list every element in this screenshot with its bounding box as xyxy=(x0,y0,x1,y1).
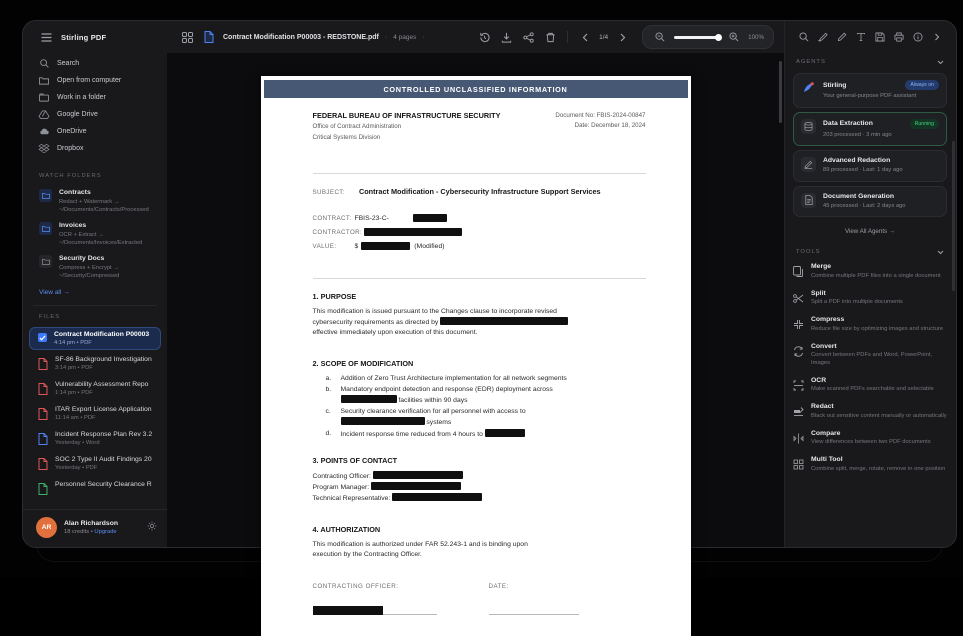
sidebar-item-label: Dropbox xyxy=(57,145,84,152)
chevron-down-icon xyxy=(935,247,945,257)
spreadsheet-file-icon xyxy=(38,482,48,494)
signature-right-label: DATE: xyxy=(488,583,509,590)
file-meta: 1:14 pm • PDF xyxy=(55,390,93,396)
file-row-itar[interactable] xyxy=(29,402,161,425)
sidebar xyxy=(23,53,167,547)
separator-dot: · xyxy=(422,33,425,41)
document-number: Document No: FBIS-2024-00847 xyxy=(555,112,646,119)
file-meta: Yesterday • Word xyxy=(55,440,100,446)
list-item-text: Mandatory endpoint detection and response (EDR) deployment across xyxy=(340,385,553,393)
folder-tile-icon xyxy=(39,255,52,268)
topbar xyxy=(23,21,784,53)
tool-name: Merge xyxy=(811,263,832,270)
dropbox-icon xyxy=(39,144,49,154)
file-row-vulnerability[interactable] xyxy=(29,377,161,400)
zoom-control xyxy=(642,25,774,49)
watch-folder-name: Invoices xyxy=(59,222,87,229)
hamburger-menu-icon[interactable] xyxy=(38,29,54,45)
tool-description: Black out sensitive content manually or automatically xyxy=(811,412,947,419)
page-navigator xyxy=(577,29,630,45)
zoom-slider[interactable] xyxy=(674,36,720,39)
authorization-line: This modification is authorized under FAR 52.243-1 and is binding upon xyxy=(312,541,528,548)
agency-division: Critical Systems Division xyxy=(312,134,381,141)
tool-name: Split xyxy=(811,289,826,297)
topbar-left xyxy=(23,29,167,45)
watch-folder-name: Security Docs xyxy=(59,255,105,262)
convert-icon xyxy=(793,344,804,355)
agent-card-stirling[interactable] xyxy=(793,73,947,108)
list-marker: a. xyxy=(325,375,332,382)
tool-name: Redact xyxy=(811,403,834,410)
share-icon[interactable] xyxy=(520,29,536,45)
tool-description: Reduce file size by optimizing images and structure xyxy=(811,325,944,332)
sidebar-item-google-drive[interactable] xyxy=(23,106,167,123)
user-name: Alan Richardson xyxy=(64,520,119,527)
google-drive-icon xyxy=(39,110,49,120)
next-page-icon[interactable] xyxy=(614,29,630,45)
tools-section-header[interactable] xyxy=(796,247,945,257)
tool-multi-tool[interactable] xyxy=(793,456,947,473)
gear-icon[interactable] xyxy=(147,521,157,534)
right-panel xyxy=(784,21,956,547)
prev-page-icon[interactable] xyxy=(577,29,593,45)
subject-label: SUBJECT: xyxy=(312,189,345,196)
redaction-bar xyxy=(371,482,461,490)
view-all-link[interactable]: View all → xyxy=(39,289,70,296)
contacts-block xyxy=(313,471,646,504)
topbar-main xyxy=(167,25,784,49)
sidebar-item-label: Search xyxy=(57,60,80,67)
agent-description: 89 processed · Last: 1 day ago xyxy=(823,167,903,173)
list-item-text: Addition of Zero Trust Architecture implementation for all network segments xyxy=(340,375,567,382)
watch-folders-header: WATCH FOLDERS xyxy=(39,173,102,179)
contact-label: Contracting Officer: xyxy=(312,473,371,480)
currency-symbol: $ xyxy=(354,242,359,250)
contract-label: CONTRACT: xyxy=(312,214,352,222)
status-badge: Always on xyxy=(905,80,939,90)
agent-name: Document Generation xyxy=(823,192,894,200)
file-title: Vulnerability Assessment Repo xyxy=(55,381,149,388)
text-tool-icon[interactable] xyxy=(853,29,869,45)
sidebar-item-search[interactable] xyxy=(23,55,167,72)
file-title: SF-86 Background Investigation xyxy=(55,356,152,363)
list-item-text: systems xyxy=(426,419,452,426)
body-row xyxy=(23,53,784,590)
list-item-text: Security clearance verification for all personnel with access to xyxy=(340,407,526,415)
agent-name: Stirling xyxy=(823,81,847,89)
tool-name: Multi Tool xyxy=(811,456,843,463)
multi-tool-icon xyxy=(793,457,804,468)
pdf-file-icon xyxy=(201,29,217,45)
redaction-bar xyxy=(341,417,425,425)
agency-name: FEDERAL BUREAU OF INFRASTRUCTURE SECURITY xyxy=(312,111,501,120)
purpose-line: This modification is issued pursuant to the Changes clause to incorporate revised xyxy=(312,308,557,315)
section-1-title: 1. PURPOSE xyxy=(312,292,357,301)
tool-description: Convert between PDFs and Word, PowerPoint, Images xyxy=(811,352,933,366)
signature-left-label: CONTRACTING OFFICER: xyxy=(312,583,399,590)
scissors-icon xyxy=(793,291,804,302)
file-row-sf86[interactable] xyxy=(29,352,161,375)
section-3-title: 3. POINTS OF CONTACT xyxy=(312,456,398,465)
tool-name: OCR xyxy=(811,376,827,384)
list-marker: c. xyxy=(325,407,331,415)
pdf-file-icon xyxy=(38,407,48,419)
tool-ocr[interactable] xyxy=(793,377,947,394)
authorization-paragraph xyxy=(313,540,646,560)
agent-name: Data Extraction xyxy=(823,120,873,127)
folder-tile-icon xyxy=(39,189,52,202)
tool-description: Make scanned PDFs searchable and selectable xyxy=(811,386,934,392)
list-marker: b. xyxy=(325,385,332,393)
agency-office: Office of Contract Administration xyxy=(312,123,402,130)
sidebar-item-dropbox[interactable] xyxy=(23,140,167,157)
download-icon[interactable] xyxy=(498,29,514,45)
redaction-bar xyxy=(341,395,397,403)
watch-folder-name: Contracts xyxy=(59,189,91,196)
sidebar-item-label: Google Drive xyxy=(57,111,98,118)
tool-name: Compress xyxy=(811,316,845,323)
avatar: AR xyxy=(36,517,57,538)
open-filename[interactable]: Contract Modification P00003 - REDSTONE.pdf xyxy=(223,33,379,41)
merge-icon xyxy=(793,264,804,275)
horizontal-rule xyxy=(313,173,646,174)
tool-description: Split a PDF into multiple documents xyxy=(811,299,903,305)
agent-description: 203 processed · 3 min ago xyxy=(823,131,892,138)
redaction-bar xyxy=(413,214,447,222)
credits-count: 18 credits xyxy=(64,529,90,535)
database-icon xyxy=(801,119,816,134)
file-row-personnel[interactable] xyxy=(29,477,161,498)
file-meta: Yesterday • PDF xyxy=(55,465,98,471)
redaction-bar xyxy=(440,317,568,325)
list-item-text: Incident response time reduced from 4 hours to xyxy=(340,430,483,438)
watch-folder-desc: Redact + Watermark → ~/Documents/Contracts/Processed xyxy=(59,199,149,213)
tools-header-label: TOOLS xyxy=(796,249,821,255)
file-title: SOC 2 Type II Audit Findings 20 xyxy=(55,456,152,463)
tool-compare[interactable] xyxy=(793,430,947,447)
save-icon[interactable] xyxy=(872,29,888,45)
section-2-title: 2. SCOPE OF MODIFICATION xyxy=(312,359,414,368)
tool-split[interactable] xyxy=(793,290,947,307)
pdf-file-icon xyxy=(38,357,48,369)
purpose-line: cybersecurity requirements as directed by xyxy=(312,319,439,326)
signature-line xyxy=(313,605,437,615)
document-date: Date: December 18, 2024 xyxy=(574,121,646,129)
separator-dot: • xyxy=(90,529,93,535)
grid-view-icon[interactable] xyxy=(179,29,195,45)
tool-convert[interactable] xyxy=(793,343,947,368)
user-credits xyxy=(64,529,118,535)
redaction-bar xyxy=(373,471,463,479)
subject-text: Contract Modification - Cybersecurity Infrastructure Support Services xyxy=(358,187,601,196)
watch-folder-security-docs[interactable] xyxy=(23,251,167,284)
tool-description: Combine split, merge, rotate, remove in one position xyxy=(811,465,946,472)
purpose-paragraph xyxy=(313,307,646,338)
sidebar-item-label: Open from computer xyxy=(57,77,122,84)
document-icon xyxy=(801,193,816,208)
redaction-bar xyxy=(313,606,383,615)
upgrade-link[interactable]: Upgrade xyxy=(94,529,117,535)
tool-compress[interactable] xyxy=(793,316,947,333)
agent-description: Your general-purpose PDF assistant xyxy=(823,93,917,99)
chevron-down-icon xyxy=(935,57,945,67)
trash-icon[interactable] xyxy=(542,29,558,45)
agent-name: Advanced Redaction xyxy=(823,157,891,164)
sidebar-item-label: Work in a folder xyxy=(57,94,106,101)
file-meta: 11:14 am • PDF xyxy=(55,415,96,421)
signature-icon[interactable] xyxy=(815,29,831,45)
value-label: VALUE: xyxy=(312,242,337,250)
redaction-bar xyxy=(392,493,482,501)
redact-marker-icon xyxy=(793,404,804,415)
agents-header-label: AGENTS xyxy=(796,59,826,65)
user-account-bar[interactable] xyxy=(23,509,167,547)
tool-description: Combine multiple PDF files into a single document xyxy=(811,272,941,279)
tool-name: Compare xyxy=(811,429,841,437)
pdf-file-icon xyxy=(38,457,48,469)
separator-dot: · xyxy=(384,33,388,41)
purpose-line: effective immediately upon execution of this document. xyxy=(312,329,478,336)
pdf-page xyxy=(261,76,691,636)
contact-label: Technical Representative: xyxy=(312,495,391,502)
redaction-bar xyxy=(364,228,462,236)
contract-number: FBIS-23-C- xyxy=(354,214,389,222)
file-title: Personnel Security Clearance R xyxy=(55,481,152,488)
agent-card-advanced-redaction[interactable] xyxy=(793,150,947,182)
collapse-panel-icon[interactable] xyxy=(929,29,945,45)
contractor-label: CONTRACTOR: xyxy=(312,228,363,236)
right-panel-scrollbar[interactable] xyxy=(952,141,955,291)
list-marker: d. xyxy=(325,429,332,437)
horizontal-rule xyxy=(313,278,646,279)
folder-open-icon xyxy=(39,76,49,86)
date-line xyxy=(489,605,579,615)
page-count-label[interactable]: 4 pages xyxy=(393,33,417,41)
file-title: Contract Modification P00003 xyxy=(54,331,150,338)
redaction-bar xyxy=(485,429,525,437)
folder-tile-icon xyxy=(39,222,52,235)
stirling-logo-icon xyxy=(801,80,816,95)
file-row-incident-response[interactable] xyxy=(29,427,161,450)
files-header: FILES xyxy=(39,314,61,320)
compare-icon xyxy=(793,431,804,442)
zoom-in-icon[interactable] xyxy=(726,29,742,45)
file-meta: 4:14 pm • PDF xyxy=(54,340,92,346)
redaction-pen-icon xyxy=(801,157,816,172)
file-title: Incident Response Plan Rev 3.2 xyxy=(55,431,153,438)
value-modified-note: (Modified) xyxy=(414,242,445,250)
agent-card-data-extraction[interactable] xyxy=(793,112,947,147)
status-badge: Running xyxy=(910,119,939,129)
tool-description: View differences between two PDF documents xyxy=(811,439,931,445)
annotation-toolbar xyxy=(793,21,947,53)
view-all-agents-link[interactable]: View All Agents → xyxy=(844,228,896,235)
sidebar-divider xyxy=(33,305,157,306)
page-indicator: 1/4 xyxy=(599,33,609,41)
agent-description: 45 processed · Last: 2 days ago xyxy=(823,202,906,209)
tool-name: Convert xyxy=(811,342,837,350)
checkbox-checked-icon[interactable] xyxy=(38,333,47,342)
pen-icon[interactable] xyxy=(834,29,850,45)
section-4-title: 4. AUTHORIZATION xyxy=(312,525,381,534)
sidebar-item-work-in-folder[interactable] xyxy=(23,89,167,106)
info-icon[interactable] xyxy=(910,29,926,45)
search-icon[interactable] xyxy=(796,29,812,45)
file-row-soc2[interactable] xyxy=(29,452,161,475)
sidebar-item-label: OneDrive xyxy=(57,128,87,135)
contact-label: Program Manager: xyxy=(312,484,370,491)
watch-folder-desc: OCR + Extract → ~/Documents/Invoices/Extracted xyxy=(59,232,143,246)
watch-folder-invoices[interactable] xyxy=(23,218,167,251)
viewport-scrollbar[interactable] xyxy=(779,61,782,123)
main-column xyxy=(23,21,784,590)
toolbar-divider xyxy=(567,31,568,43)
folder-icon xyxy=(39,93,49,103)
pdf-file-icon xyxy=(38,382,48,394)
sidebar-item-open-from-computer[interactable] xyxy=(23,72,167,89)
print-icon[interactable] xyxy=(891,29,907,45)
app-logo: Stirling PDF xyxy=(61,32,107,42)
word-file-icon xyxy=(38,432,48,444)
document-viewport[interactable] xyxy=(167,53,784,590)
file-meta: 3:14 pm • PDF xyxy=(55,365,93,371)
scope-list xyxy=(313,374,646,440)
ocr-scan-icon xyxy=(793,378,804,389)
list-item-text: facilities within 90 days xyxy=(398,397,468,404)
compress-icon xyxy=(793,317,804,328)
tool-merge[interactable] xyxy=(793,263,947,280)
classification-banner: CONTROLLED UNCLASSIFIED INFORMATION xyxy=(264,80,688,98)
agent-card-document-generation[interactable] xyxy=(793,186,947,218)
agents-section-header[interactable] xyxy=(796,57,945,67)
file-title: ITAR Export License Application xyxy=(55,406,152,413)
watch-folder-contracts[interactable] xyxy=(23,185,167,218)
search-icon xyxy=(39,59,49,69)
authorization-line: execution by the Contracting Officer. xyxy=(312,551,422,558)
zoom-level: 100% xyxy=(748,33,764,41)
cloud-icon xyxy=(39,127,49,137)
app-window xyxy=(22,20,957,590)
tool-redact[interactable] xyxy=(793,403,947,420)
watch-folder-desc: Compress + Encrypt → ~/Security/Compressed xyxy=(59,265,120,279)
zoom-out-icon[interactable] xyxy=(652,29,668,45)
sidebar-item-onedrive[interactable] xyxy=(23,123,167,140)
history-icon[interactable] xyxy=(476,29,492,45)
file-row-contract-modification[interactable] xyxy=(29,327,161,350)
document-header xyxy=(313,111,646,142)
redaction-bar xyxy=(361,242,410,250)
